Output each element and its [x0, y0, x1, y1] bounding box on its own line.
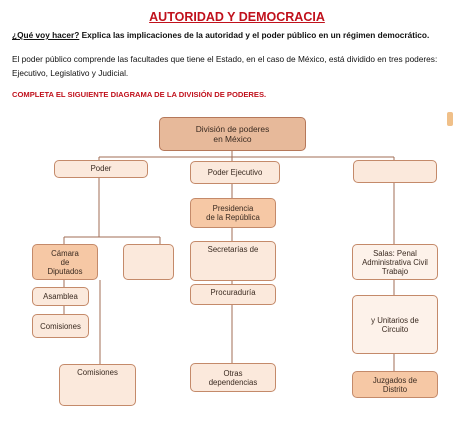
question-label: ¿Qué voy hacer? — [12, 30, 80, 40]
intro-paragraph: El poder público comprende las facultades que tiene el Estado, en el caso de México, está dividido en tres poderes: Ejecutivo, Legislativo y Judicial. — [12, 54, 438, 78]
tribunales-box[interactable]: y Unitarios de Circuito — [352, 295, 438, 354]
instruction-heading: COMPLETA EL SIGUIENTE DIAGRAMA DE LA DIVISIÓN DE PODERES. — [12, 90, 267, 99]
camara-diputados-box: Cámara de Diputados — [32, 244, 98, 280]
comisiones-box-left: Comisiones — [32, 314, 89, 338]
comisiones-box-bottom: Comisiones — [59, 364, 136, 406]
executive-header-box: Poder Ejecutivo — [190, 161, 280, 184]
otras-dependencias-box: Otras dependencias — [190, 363, 276, 392]
salas-box: Salas: Penal Administrativa Civil Trabajo — [352, 244, 438, 280]
root-box: División de poderes en México — [159, 117, 306, 151]
juzgados-box: Juzgados de Distrito — [352, 371, 438, 398]
procuraduria-box: Procuraduría — [190, 284, 276, 305]
blank-chamber-box[interactable] — [123, 244, 174, 280]
legislative-header-box[interactable]: Poder — [54, 160, 148, 178]
presidencia-box: Presidencia de la República — [190, 198, 276, 228]
secretarias-box[interactable]: Secretarías de — [190, 241, 276, 281]
asamblea-box: Asamblea — [32, 287, 89, 306]
page-title: AUTORIDAD Y DEMOCRACIA — [149, 10, 325, 24]
question-text: Explica las implicaciones de la autoridad y el poder público en un régimen democrático. — [79, 30, 430, 40]
judicial-header-box[interactable] — [353, 160, 437, 183]
